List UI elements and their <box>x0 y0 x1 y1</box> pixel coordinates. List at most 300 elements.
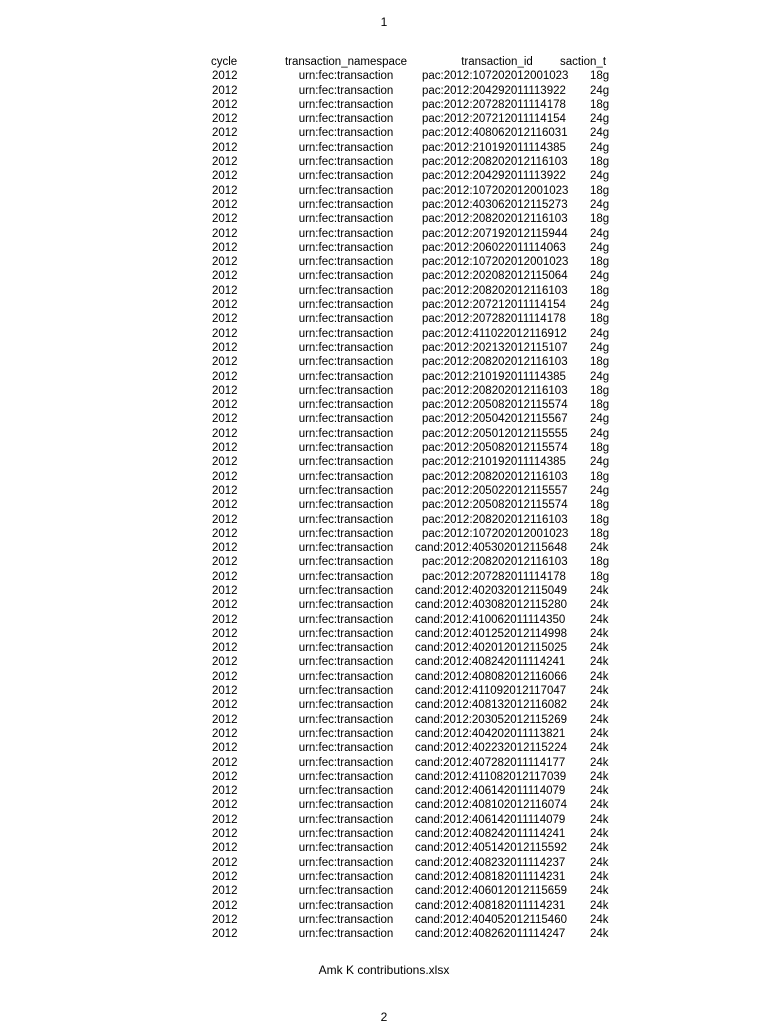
cell-transaction-id-text: pac:2012:207282011114178 <box>422 98 566 111</box>
cell-transaction-namespace: urn:fec:transaction <box>298 98 394 111</box>
cell-transaction-namespace: urn:fec:transaction <box>298 799 394 812</box>
cell-transaction-id <box>421 298 573 312</box>
cell-cycle: 2012 <box>212 499 238 512</box>
cell-transaction-type-text: 18g <box>590 356 610 369</box>
table-row <box>0 927 768 941</box>
cell-transaction-type-text: 24g <box>590 327 610 340</box>
cell-transaction-type <box>575 927 630 941</box>
cell-transaction-id-text: pac:2012:408062012116031 <box>422 127 568 140</box>
cell-transaction-type <box>575 527 630 541</box>
cell-transaction-id <box>421 141 573 155</box>
cell-transaction-type-text: 24k <box>590 627 609 640</box>
cell-transaction-id-text: cand:2012:408082012116066 <box>415 670 567 683</box>
cell-transaction-namespace: urn:fec:transaction <box>298 413 394 426</box>
cell-transaction-type-text: 18g <box>590 98 610 111</box>
cell-cycle: 2012 <box>212 270 238 283</box>
cell-transaction-id-text: pac:2012:107202012001023 <box>422 184 569 197</box>
header-transaction-id: transaction_id <box>461 56 533 68</box>
cell-transaction-type <box>575 798 630 812</box>
cell-transaction-id <box>415 913 573 927</box>
cell-transaction-namespace: urn:fec:transaction <box>298 156 394 169</box>
table-row <box>0 670 768 684</box>
cell-cycle: 2012 <box>212 599 238 612</box>
cell-transaction-namespace: urn:fec:transaction <box>298 770 394 783</box>
cell-transaction-type <box>575 255 630 269</box>
cell-transaction-id <box>421 427 573 441</box>
cell-transaction-namespace: urn:fec:transaction <box>298 627 394 640</box>
cell-transaction-type <box>575 498 630 512</box>
cell-transaction-type <box>575 899 630 913</box>
cell-transaction-id <box>421 269 573 283</box>
cell-cycle: 2012 <box>212 799 238 812</box>
cell-cycle: 2012 <box>212 341 238 354</box>
cell-transaction-type <box>575 570 630 584</box>
cell-transaction-id <box>421 441 573 455</box>
table-row <box>0 513 768 527</box>
cell-cycle: 2012 <box>212 313 238 326</box>
table-header-row <box>0 55 768 69</box>
cell-transaction-id <box>415 641 573 655</box>
table-row <box>0 427 768 441</box>
cell-transaction-type-text: 24k <box>590 785 609 798</box>
cell-transaction-id-text: pac:2012:107202012001023 <box>422 256 569 269</box>
cell-transaction-type-text: 18g <box>590 527 610 540</box>
cell-transaction-namespace: urn:fec:transaction <box>298 899 394 912</box>
table-row <box>0 770 768 784</box>
cell-transaction-type-text: 24k <box>590 670 609 683</box>
cell-transaction-namespace: urn:fec:transaction <box>298 742 394 755</box>
table-row <box>0 570 768 584</box>
table-row <box>0 312 768 326</box>
cell-transaction-namespace: urn:fec:transaction <box>298 613 394 626</box>
cell-transaction-namespace: urn:fec:transaction <box>298 556 394 569</box>
cell-transaction-namespace: urn:fec:transaction <box>298 227 394 240</box>
cell-cycle: 2012 <box>212 813 238 826</box>
cell-transaction-type-text: 24g <box>590 84 610 97</box>
table-row <box>0 98 768 112</box>
cell-transaction-id-text: pac:2012:208202012116103 <box>422 156 568 169</box>
cell-transaction-namespace: urn:fec:transaction <box>298 384 394 397</box>
cell-transaction-type <box>575 598 630 612</box>
cell-transaction-namespace: urn:fec:transaction <box>298 928 394 941</box>
table-row <box>0 141 768 155</box>
cell-transaction-id <box>415 684 573 698</box>
cell-transaction-type <box>575 184 630 198</box>
cell-transaction-type-text: 24g <box>590 413 610 426</box>
cell-transaction-namespace: urn:fec:transaction <box>298 70 394 83</box>
cell-transaction-id <box>421 184 573 198</box>
cell-cycle: 2012 <box>212 556 238 569</box>
cell-transaction-id-text: pac:2012:208202012116103 <box>422 213 568 226</box>
cell-transaction-id <box>421 284 573 298</box>
cell-transaction-type-text: 18g <box>590 213 610 226</box>
cell-cycle: 2012 <box>212 856 238 869</box>
table-row <box>0 827 768 841</box>
cell-cycle: 2012 <box>212 327 238 340</box>
cell-transaction-type <box>575 269 630 283</box>
cell-cycle: 2012 <box>212 470 238 483</box>
cell-transaction-type <box>575 341 630 355</box>
table-row <box>0 384 768 398</box>
table-row <box>0 741 768 755</box>
cell-transaction-id <box>415 899 573 913</box>
cell-transaction-type <box>575 627 630 641</box>
cell-transaction-id <box>415 598 573 612</box>
cell-transaction-id <box>421 513 573 527</box>
cell-cycle: 2012 <box>212 756 238 769</box>
table-row <box>0 112 768 126</box>
footer-filename: Amk K contributions.xlsx <box>318 963 450 977</box>
cell-transaction-type-text: 18g <box>590 442 610 455</box>
cell-cycle: 2012 <box>212 442 238 455</box>
cell-transaction-id <box>415 698 573 712</box>
cell-transaction-type-text: 18g <box>590 556 610 569</box>
cell-transaction-namespace: urn:fec:transaction <box>298 84 394 97</box>
cell-transaction-id-text: cand:2012:401252012114998 <box>415 627 567 640</box>
cell-transaction-id-text: pac:2012:210192011114385 <box>422 370 566 383</box>
cell-transaction-type-text: 24k <box>590 885 609 898</box>
cell-transaction-namespace: urn:fec:transaction <box>298 699 394 712</box>
cell-transaction-id-text: pac:2012:411022012116912 <box>422 327 567 340</box>
cell-transaction-id-text: pac:2012:107202012001023 <box>422 70 569 83</box>
cell-cycle: 2012 <box>212 828 238 841</box>
cell-transaction-id <box>421 327 573 341</box>
cell-cycle: 2012 <box>212 98 238 111</box>
table-row <box>0 613 768 627</box>
cell-transaction-namespace: urn:fec:transaction <box>298 356 394 369</box>
cell-transaction-type-text: 24g <box>590 427 610 440</box>
cell-transaction-type <box>575 713 630 727</box>
cell-transaction-type-text: 24g <box>590 341 610 354</box>
cell-cycle: 2012 <box>212 913 238 926</box>
cell-transaction-id <box>421 227 573 241</box>
cell-transaction-id-text: cand:2012:408132012116082 <box>415 699 567 712</box>
cell-cycle: 2012 <box>212 685 238 698</box>
cell-transaction-namespace: urn:fec:transaction <box>298 427 394 440</box>
cell-cycle: 2012 <box>212 413 238 426</box>
cell-transaction-id-text: pac:2012:205082012115574 <box>422 499 568 512</box>
cell-transaction-type-text: 24g <box>590 113 610 126</box>
cell-transaction-id <box>415 655 573 669</box>
cell-transaction-type <box>575 412 630 426</box>
cell-transaction-id-text: pac:2012:204292011113922 <box>422 84 566 97</box>
cell-transaction-id-text: pac:2012:208202012116103 <box>422 284 568 297</box>
cell-transaction-namespace: urn:fec:transaction <box>298 856 394 869</box>
table-row <box>0 412 768 426</box>
cell-transaction-id-text: cand:2012:411092012117047 <box>415 685 567 698</box>
cell-transaction-id-text: cand:2012:408242011114241 <box>415 656 566 669</box>
cell-transaction-type <box>575 112 630 126</box>
cell-transaction-id-text: pac:2012:202082012115064 <box>422 270 568 283</box>
cell-transaction-type-text: 18g <box>590 284 610 297</box>
cell-cycle: 2012 <box>212 613 238 626</box>
cell-transaction-namespace: urn:fec:transaction <box>298 842 394 855</box>
cell-transaction-type <box>575 727 630 741</box>
cell-transaction-namespace: urn:fec:transaction <box>298 570 394 583</box>
cell-transaction-type-text: 24k <box>590 642 609 655</box>
cell-transaction-id-text: pac:2012:207212011114154 <box>422 113 566 126</box>
cell-transaction-type-text: 24k <box>590 742 609 755</box>
cell-transaction-id <box>415 770 573 784</box>
cell-transaction-id-text: pac:2012:210192011114385 <box>422 456 566 469</box>
cell-cycle: 2012 <box>212 484 238 497</box>
header-transaction-type-text: saction_t <box>560 56 607 68</box>
cell-transaction-type-text: 24k <box>590 913 609 926</box>
cell-transaction-type-text: 24k <box>590 828 609 841</box>
cell-transaction-namespace: urn:fec:transaction <box>298 670 394 683</box>
cell-transaction-type-text: 24k <box>590 899 609 912</box>
cell-transaction-type <box>575 884 630 898</box>
cell-transaction-type <box>575 784 630 798</box>
cell-transaction-id <box>421 555 573 569</box>
cell-transaction-type-text: 24g <box>590 241 610 254</box>
cell-transaction-namespace: urn:fec:transaction <box>298 113 394 126</box>
cell-transaction-type-text: 24k <box>590 699 609 712</box>
cell-transaction-type <box>575 212 630 226</box>
cell-transaction-id-text: pac:2012:107202012001023 <box>422 527 569 540</box>
cell-transaction-type <box>575 770 630 784</box>
table-row <box>0 198 768 212</box>
cell-transaction-type <box>575 241 630 255</box>
cell-transaction-type-text: 24k <box>590 613 609 626</box>
cell-cycle: 2012 <box>212 284 238 297</box>
cell-transaction-id <box>421 398 573 412</box>
cell-transaction-namespace: urn:fec:transaction <box>298 542 394 555</box>
cell-transaction-type-text: 24k <box>590 756 609 769</box>
cell-transaction-id-text: cand:2012:408182011114231 <box>415 870 566 883</box>
table-row <box>0 227 768 241</box>
cell-transaction-id <box>415 727 573 741</box>
table-row <box>0 756 768 770</box>
cell-cycle: 2012 <box>212 713 238 726</box>
cell-transaction-id-text: cand:2012:406142011114079 <box>415 785 566 798</box>
cell-transaction-namespace: urn:fec:transaction <box>298 713 394 726</box>
table-row <box>0 284 768 298</box>
cell-transaction-id-text: pac:2012:403062012115273 <box>422 198 568 211</box>
cell-transaction-namespace: urn:fec:transaction <box>298 327 394 340</box>
table-row <box>0 126 768 140</box>
cell-transaction-namespace: urn:fec:transaction <box>298 456 394 469</box>
cell-transaction-id <box>415 784 573 798</box>
cell-transaction-type-text: 24g <box>590 299 610 312</box>
cell-transaction-id-text: cand:2012:406142011114079 <box>415 813 566 826</box>
table-row <box>0 498 768 512</box>
cell-cycle: 2012 <box>212 899 238 912</box>
cell-transaction-type <box>575 541 630 555</box>
cell-cycle: 2012 <box>212 584 238 597</box>
cell-transaction-type-text: 18g <box>590 156 610 169</box>
cell-transaction-id-text: cand:2012:405302012115648 <box>415 542 567 555</box>
cell-transaction-namespace: urn:fec:transaction <box>298 685 394 698</box>
cell-transaction-id <box>415 827 573 841</box>
cell-cycle: 2012 <box>212 742 238 755</box>
header-transaction-type <box>560 55 630 69</box>
cell-transaction-type <box>575 670 630 684</box>
cell-transaction-type <box>575 355 630 369</box>
cell-cycle: 2012 <box>212 770 238 783</box>
header-cycle: cycle <box>211 56 238 68</box>
cell-transaction-type-text: 24k <box>590 685 609 698</box>
cell-transaction-id <box>421 470 573 484</box>
cell-cycle: 2012 <box>212 427 238 440</box>
cell-transaction-type <box>575 856 630 870</box>
cell-transaction-type <box>575 813 630 827</box>
cell-transaction-namespace: urn:fec:transaction <box>298 170 394 183</box>
page-number-top: 1 <box>380 15 388 29</box>
cell-transaction-type-text: 24k <box>590 656 609 669</box>
cell-transaction-namespace: urn:fec:transaction <box>298 442 394 455</box>
cell-transaction-type-text: 24g <box>590 127 610 140</box>
cell-cycle: 2012 <box>212 727 238 740</box>
table-row <box>0 341 768 355</box>
table-row <box>0 455 768 469</box>
cell-transaction-id <box>415 613 573 627</box>
table-row <box>0 841 768 855</box>
cell-transaction-namespace: urn:fec:transaction <box>298 184 394 197</box>
cell-transaction-type-text: 18g <box>590 513 610 526</box>
cell-cycle: 2012 <box>212 241 238 254</box>
cell-transaction-namespace: urn:fec:transaction <box>298 813 394 826</box>
cell-cycle: 2012 <box>212 227 238 240</box>
cell-cycle: 2012 <box>212 642 238 655</box>
cell-transaction-type <box>575 227 630 241</box>
cell-transaction-type-text: 24k <box>590 813 609 826</box>
cell-transaction-type-text: 24k <box>590 856 609 869</box>
cell-transaction-id-text: cand:2012:406012012115659 <box>415 885 567 898</box>
cell-cycle: 2012 <box>212 370 238 383</box>
cell-cycle: 2012 <box>212 570 238 583</box>
cell-cycle: 2012 <box>212 785 238 798</box>
cell-transaction-namespace: urn:fec:transaction <box>298 913 394 926</box>
cell-transaction-namespace: urn:fec:transaction <box>298 141 394 154</box>
table-row <box>0 884 768 898</box>
cell-transaction-id-text: pac:2012:205082012115574 <box>422 442 568 455</box>
table-row <box>0 155 768 169</box>
table-row <box>0 813 768 827</box>
cell-transaction-namespace: urn:fec:transaction <box>298 599 394 612</box>
cell-transaction-id <box>415 927 573 941</box>
cell-transaction-type <box>575 441 630 455</box>
cell-transaction-id-text: cand:2012:402012012115025 <box>415 642 567 655</box>
cell-transaction-namespace: urn:fec:transaction <box>298 213 394 226</box>
table-row <box>0 241 768 255</box>
cell-transaction-type-text: 18g <box>590 570 610 583</box>
cell-transaction-type-text: 24k <box>590 713 609 726</box>
table-row <box>0 641 768 655</box>
cell-transaction-type-text: 18g <box>590 256 610 269</box>
cell-transaction-type-text: 18g <box>590 384 610 397</box>
cell-transaction-namespace: urn:fec:transaction <box>298 870 394 883</box>
cell-transaction-id <box>421 112 573 126</box>
table-row <box>0 184 768 198</box>
cell-transaction-id-text: pac:2012:204292011113922 <box>422 170 566 183</box>
cell-transaction-type <box>575 470 630 484</box>
table-row <box>0 398 768 412</box>
cell-transaction-type <box>575 513 630 527</box>
cell-transaction-namespace: urn:fec:transaction <box>298 785 394 798</box>
cell-transaction-namespace: urn:fec:transaction <box>298 584 394 597</box>
cell-cycle: 2012 <box>212 842 238 855</box>
cell-cycle: 2012 <box>212 170 238 183</box>
cell-transaction-type <box>575 841 630 855</box>
cell-transaction-type <box>575 827 630 841</box>
cell-transaction-id <box>415 584 573 598</box>
table-row <box>0 856 768 870</box>
cell-transaction-id-text: pac:2012:210192011114385 <box>422 141 566 154</box>
cell-transaction-type-text: 24k <box>590 799 609 812</box>
cell-transaction-type <box>575 284 630 298</box>
table-row <box>0 698 768 712</box>
table-row <box>0 598 768 612</box>
cell-cycle: 2012 <box>212 670 238 683</box>
cell-transaction-id-text: cand:2012:408102012116074 <box>415 799 567 812</box>
cell-transaction-type-text: 24g <box>590 484 610 497</box>
cell-transaction-id-text: pac:2012:206022011114063 <box>422 241 566 254</box>
cell-transaction-type <box>575 327 630 341</box>
cell-transaction-type-text: 24k <box>590 928 609 941</box>
cell-transaction-namespace: urn:fec:transaction <box>298 642 394 655</box>
cell-transaction-id <box>415 670 573 684</box>
cell-cycle: 2012 <box>212 127 238 140</box>
cell-transaction-id <box>415 541 573 555</box>
cell-transaction-id <box>421 255 573 269</box>
cell-transaction-namespace: urn:fec:transaction <box>298 198 394 211</box>
cell-transaction-id-text: pac:2012:207212011114154 <box>422 299 566 312</box>
cell-cycle: 2012 <box>212 299 238 312</box>
cell-transaction-type <box>575 84 630 98</box>
cell-transaction-type <box>575 584 630 598</box>
cell-transaction-type-text: 24k <box>590 584 609 597</box>
cell-transaction-id-text: cand:2012:402232012115224 <box>415 742 567 755</box>
cell-cycle: 2012 <box>212 399 238 412</box>
cell-cycle: 2012 <box>212 656 238 669</box>
cell-cycle: 2012 <box>212 256 238 269</box>
cell-transaction-id-text: cand:2012:203052012115269 <box>415 713 567 726</box>
cell-transaction-type <box>575 141 630 155</box>
table-row <box>0 784 768 798</box>
cell-transaction-namespace: urn:fec:transaction <box>298 527 394 540</box>
cell-cycle: 2012 <box>212 141 238 154</box>
table-row <box>0 655 768 669</box>
cell-cycle: 2012 <box>212 885 238 898</box>
cell-transaction-id <box>421 455 573 469</box>
cell-transaction-id <box>421 155 573 169</box>
cell-cycle: 2012 <box>212 184 238 197</box>
cell-transaction-type-text: 24g <box>590 370 610 383</box>
table-row <box>0 727 768 741</box>
cell-cycle: 2012 <box>212 513 238 526</box>
cell-transaction-type <box>575 398 630 412</box>
cell-transaction-id <box>415 841 573 855</box>
cell-transaction-type-text: 24g <box>590 198 610 211</box>
cell-transaction-id-text: pac:2012:207282011114178 <box>422 570 566 583</box>
cell-transaction-id-text: cand:2012:411082012117039 <box>415 770 567 783</box>
cell-transaction-type <box>575 455 630 469</box>
cell-transaction-id-text: cand:2012:408182011114231 <box>415 899 566 912</box>
cell-transaction-id <box>415 741 573 755</box>
table-row <box>0 441 768 455</box>
cell-transaction-id-text: cand:2012:402032012115049 <box>415 584 567 597</box>
cell-transaction-id-text: cand:2012:408232011114237 <box>415 856 566 869</box>
table-row <box>0 913 768 927</box>
cell-transaction-type-text: 24g <box>590 270 610 283</box>
cell-transaction-type-text: 24k <box>590 870 609 883</box>
cell-cycle: 2012 <box>212 527 238 540</box>
cell-transaction-id-text: pac:2012:205012012115555 <box>422 427 568 440</box>
cell-transaction-id-text: pac:2012:205042012115567 <box>422 413 568 426</box>
table-row <box>0 527 768 541</box>
cell-transaction-type-text: 24g <box>590 456 610 469</box>
